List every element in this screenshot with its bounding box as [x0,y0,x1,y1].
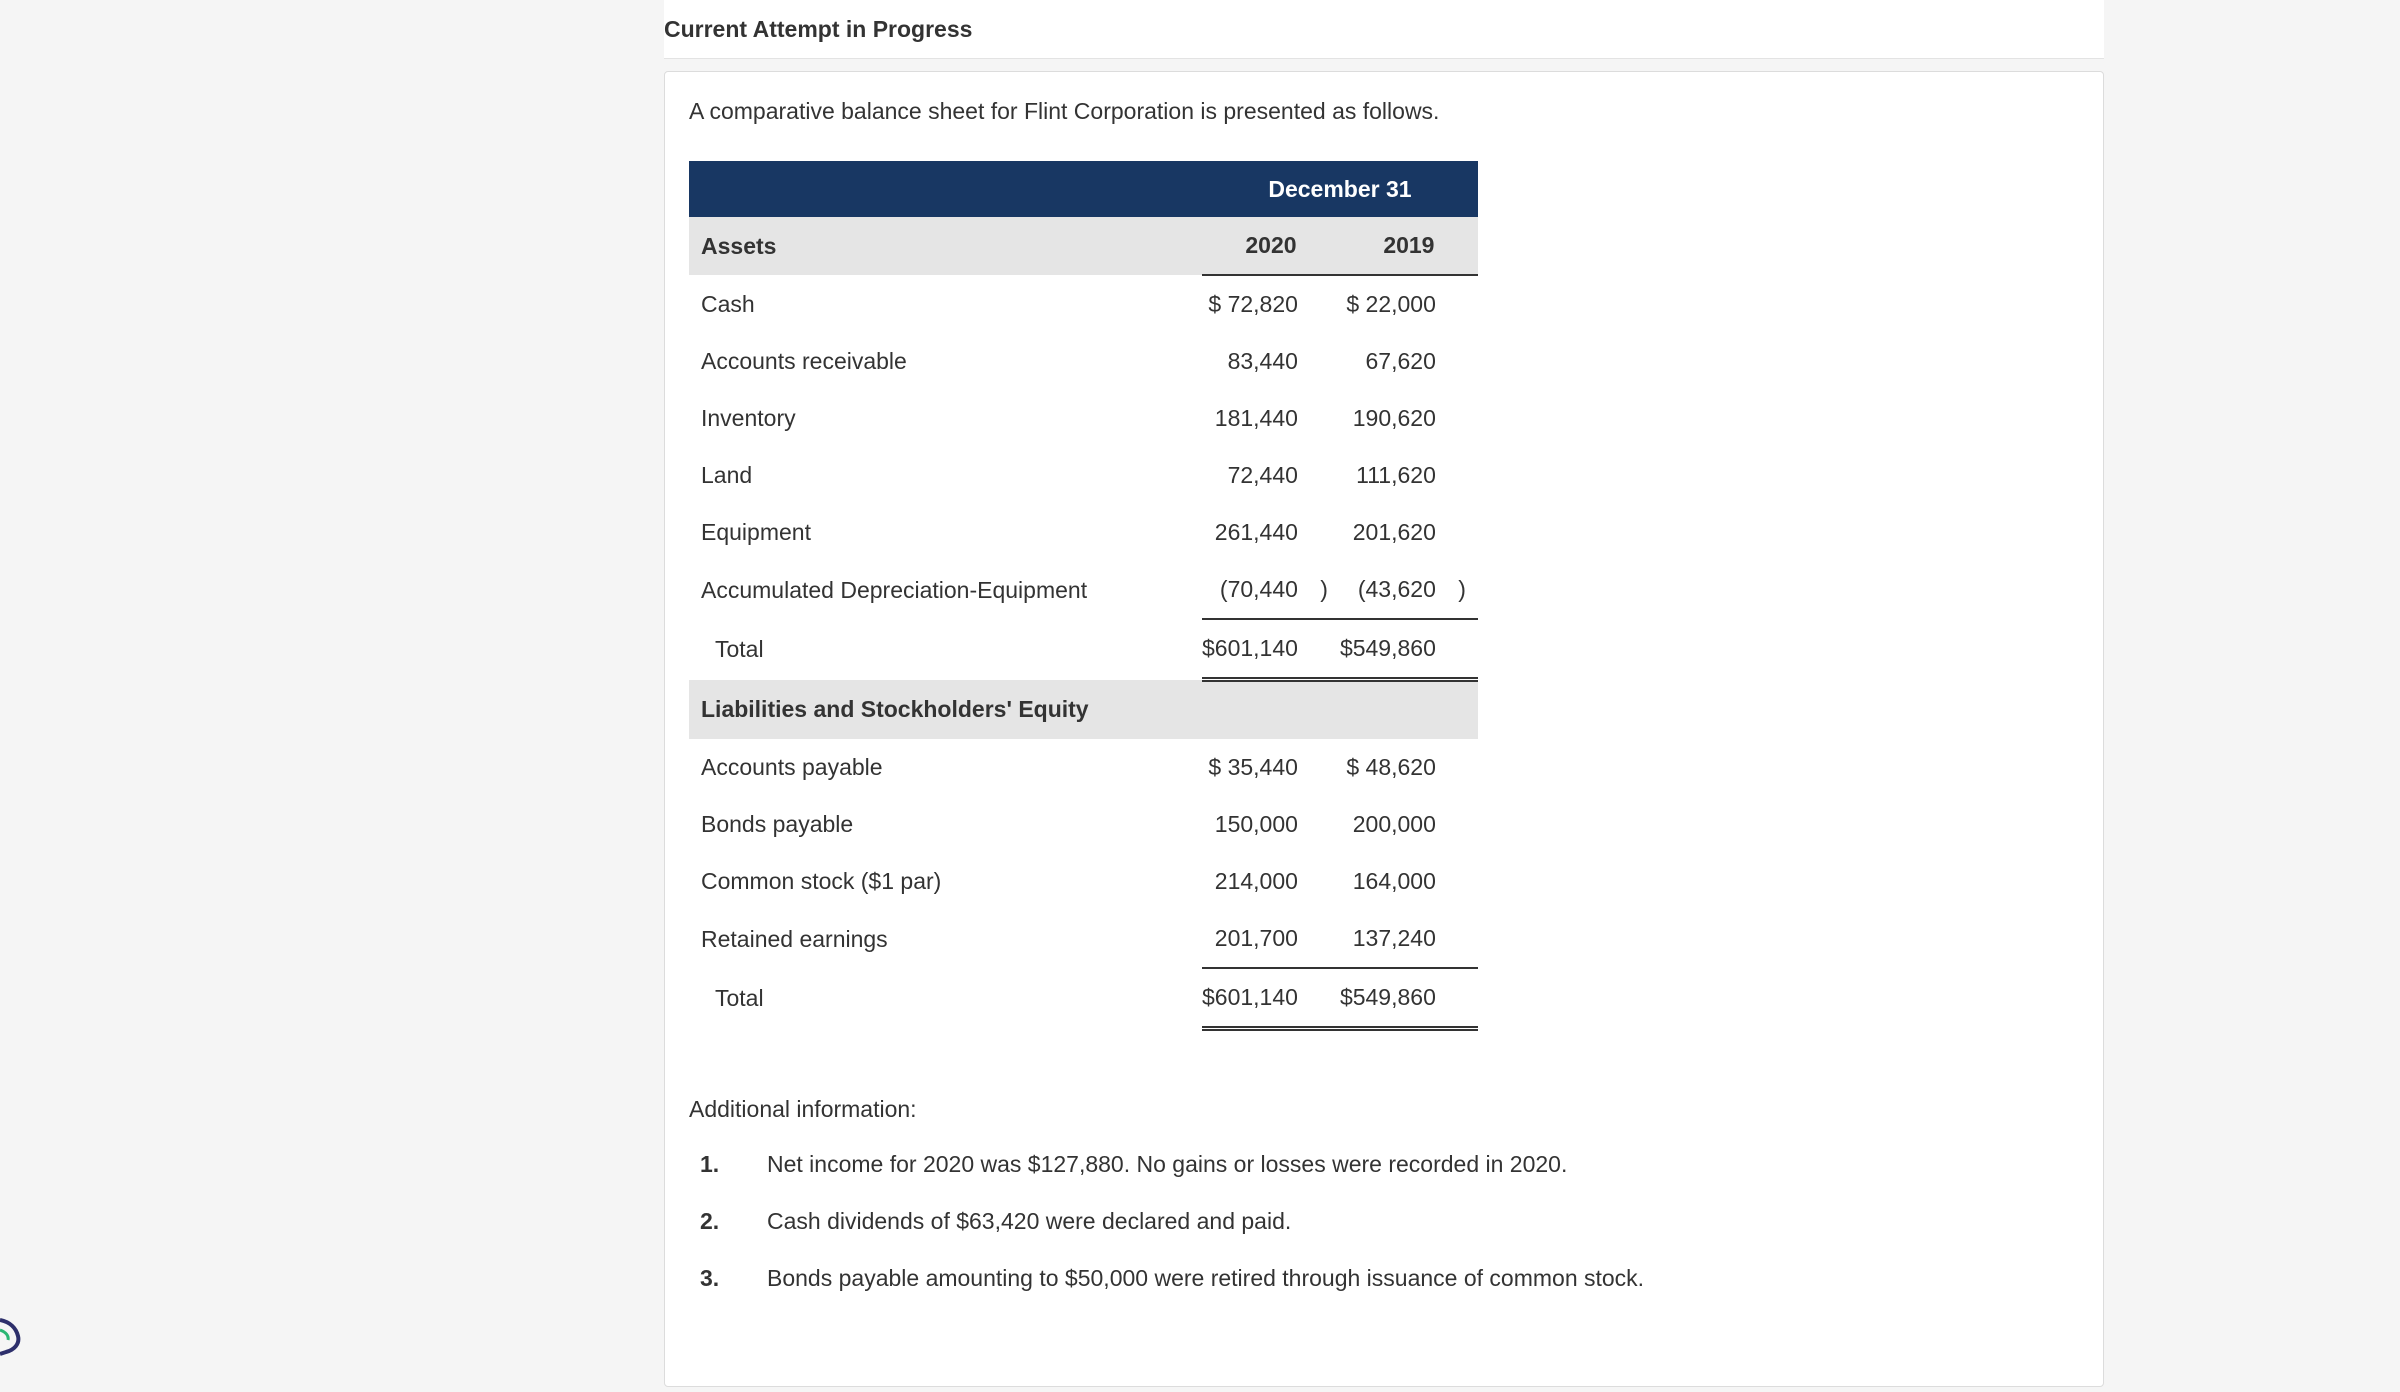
value-2020: 72,440 [1227,462,1298,488]
row-label: Retained earnings [701,925,888,952]
row-label: Accounts payable [701,754,883,780]
table-header-row [689,161,1478,217]
total-2020: $601,140 [1202,968,1340,1029]
value-2019: 67,620 [1365,348,1436,374]
row-label: Cash [701,290,755,317]
date-header: December 31 [1202,161,1478,217]
liabilities-section-row [689,680,1478,740]
table-row [689,910,1478,968]
heading-bar [664,0,2104,59]
liabilities-label: Liabilities and Stockholders' Equity [689,680,1162,740]
value-2020: $ 72,820 [1208,291,1298,317]
table-row [689,333,1478,390]
item-number: 1. [700,1151,720,1177]
total-label: Total [715,984,764,1011]
value-2019: 111,620 [1356,462,1436,488]
item-text: Bonds payable amounting to $50,000 were retired through issuance of common stock. [767,1265,1645,1291]
help-chat-icon[interactable] [0,1314,24,1364]
row-label: Common stock ($1 par) [701,868,942,894]
table-row [689,561,1478,619]
row-label: Equipment [701,519,811,545]
value-2019: 201,620 [1352,519,1436,545]
value-2019: $ 22,000 [1346,291,1436,317]
table-row [689,739,1478,796]
balance-sheet-table [689,161,1478,1031]
item-text: Cash dividends of $63,420 were declared and paid. [767,1208,1292,1234]
additional-info-title: Additional information: [689,1096,917,1122]
item-text: Net income for 2020 was $127,880. No gains or losses were recorded in 2020. [767,1151,1568,1177]
value-2020: 214,000 [1214,868,1298,894]
value-2020: (70,440 ) [1202,561,1340,619]
row-label: Land [701,462,753,488]
table-row [689,275,1478,333]
table-row [689,390,1478,447]
row-label: Bonds payable [701,811,854,837]
value-2019: 190,620 [1352,405,1436,431]
table-row [689,504,1478,561]
value-2019: 137,240 [1340,910,1478,968]
value-2020: 261,440 [1214,519,1298,545]
value-2020: 150,000 [1214,811,1298,837]
total-row [689,619,1478,680]
total-2020: $601,140 [1202,619,1340,680]
question-card [664,71,2104,1387]
year-2020: 2020 [1202,217,1340,275]
row-label: Accumulated Depreciation-Equipment [701,576,1088,603]
total-2019: $549,860 [1340,619,1478,680]
value-2020: 201,700 [1202,910,1340,968]
value-2019: (43,620 ) [1340,561,1478,619]
table-row [689,796,1478,853]
table-row [689,853,1478,910]
value-2019: $ 48,620 [1346,754,1436,780]
row-label: Accounts receivable [701,348,907,374]
assets-section-row [689,217,1478,275]
item-number: 3. [700,1265,720,1291]
intro-text: A comparative balance sheet for Flint Corporation is presented as follows. [689,98,1440,124]
value-2019: 200,000 [1352,811,1436,837]
total-2019: $549,860 [1340,968,1478,1029]
value-2020: 181,440 [1214,405,1298,431]
item-number: 2. [700,1208,720,1234]
table-row [689,447,1478,504]
total-row [689,968,1478,1029]
attempt-title: Current Attempt in Progress [664,16,973,42]
value-2019: 164,000 [1352,868,1436,894]
year-2019: 2019 [1340,217,1478,275]
total-label: Total [715,635,764,662]
value-2020: 83,440 [1227,348,1298,374]
row-label: Inventory [701,405,796,431]
value-2020: $ 35,440 [1208,754,1298,780]
assets-label: Assets [689,217,1162,275]
